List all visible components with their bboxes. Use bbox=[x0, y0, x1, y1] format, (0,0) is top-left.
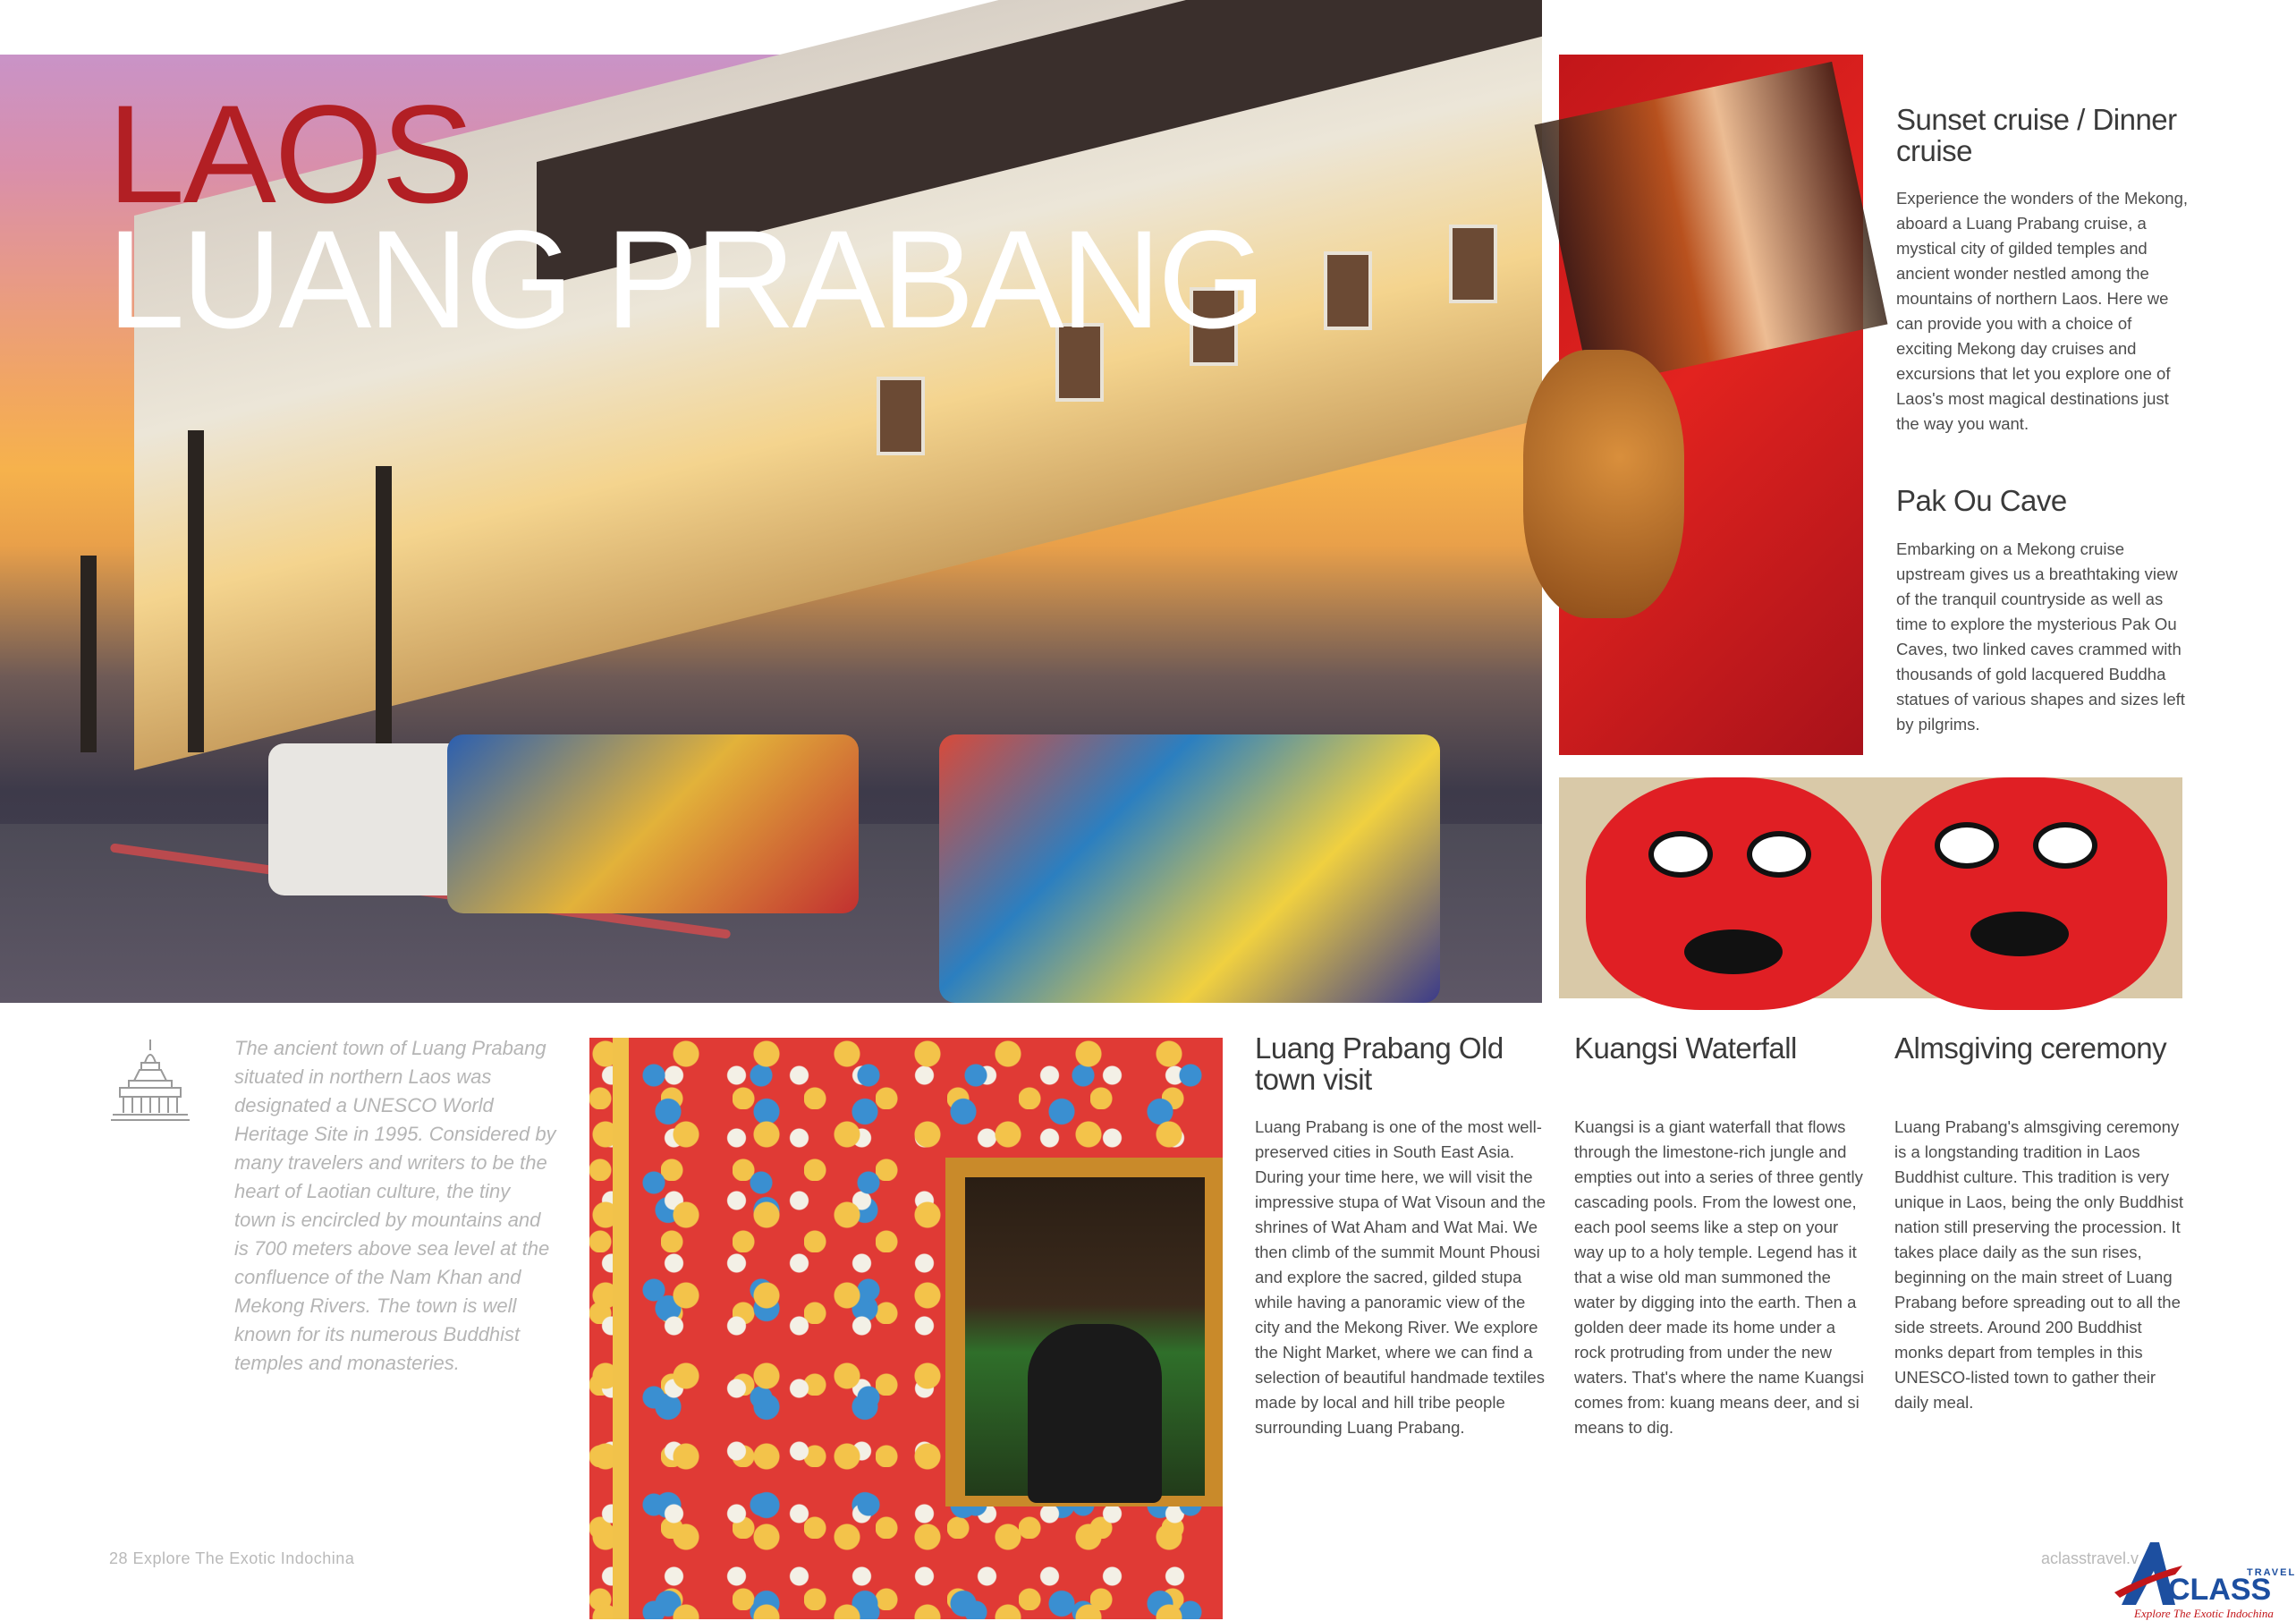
photo-detail bbox=[613, 1038, 629, 1619]
praying-person bbox=[1028, 1324, 1162, 1503]
hero-window bbox=[1449, 225, 1497, 303]
almsgiving-heading: Almsgiving ceremony bbox=[1894, 1031, 2167, 1065]
kuangsi-text: Kuangsi is a giant waterfall that flows through the limestone-rich jungle and empties out into a series of three gently cascading pools. From the lowest one, each pool seems like a step on your way up to a holy temple. Legend has it that a wise old man summoned the water by digging into the earth. Then a golden deer made its home under a rock protruding from under the new waters. That's where the name Kuangsi comes from: kuang means deer, and si means to dig. bbox=[1574, 1117, 1865, 1437]
masks-photo bbox=[1559, 777, 2182, 998]
old-town-text: Luang Prabang is one of the most well-preserved cities in South East Asia. During your time here, we will visit the impressive stupa of Wat Visoun and the shrines of Wat Aham and Wat Mai. We then climb of the summit Mount Phousi and explore the sacred, gilded stupa while having a panoramic view of the city and the Mekong River. We explore the Night Market, where we can find a selection of beautiful handmade textiles made by local and hill tribe people surrounding Luang Prabang. bbox=[1255, 1117, 1546, 1437]
aclass-travel-logo bbox=[2113, 1539, 2296, 1620]
red-mask bbox=[1881, 777, 2167, 1010]
logo-class-text: CLASS bbox=[2168, 1573, 2272, 1607]
palm-tree bbox=[188, 430, 204, 752]
hero-window bbox=[877, 377, 925, 455]
mask-mouth bbox=[1684, 929, 1783, 974]
intro-text: The ancient town of Luang Prabang situated in northern Laos was designated a UNESCO World Heritage Site in 1995. Considered by many travelers and writers to be the heart of Laotian culture, the tiny town is encircled by mountains and is 700 meters above sea level at the confluence of the Nam Khan and Mekong Rivers. The town is well known for its numerous Buddhist temples and monasteries. bbox=[234, 1037, 556, 1374]
palm-tree bbox=[376, 466, 392, 761]
mask-eye bbox=[1935, 822, 1999, 869]
title-luang-prabang: LUANG PRABANG bbox=[107, 202, 1263, 358]
pak-ou-cave-heading: Pak Ou Cave bbox=[1896, 484, 2067, 517]
temple-mosaic-photo bbox=[589, 1038, 1223, 1619]
monk-photo bbox=[1559, 55, 1863, 755]
tuk-tuk bbox=[447, 734, 859, 913]
logo-travel-text: TRAVEL bbox=[2247, 1567, 2296, 1578]
vehicle bbox=[268, 743, 465, 895]
mask-eye bbox=[1648, 831, 1713, 878]
title-laos: LAOS bbox=[107, 77, 473, 233]
sunset-cruise-heading: Sunset cruise / Dinner cruise bbox=[1896, 103, 2177, 167]
old-town-heading: Luang Prabang Old town visit bbox=[1255, 1031, 1504, 1096]
palm-tree bbox=[80, 556, 97, 752]
mask-eye bbox=[1747, 831, 1811, 878]
page-footer-label: 28 Explore The Exotic Indochina bbox=[109, 1549, 355, 1567]
tuk-tuk bbox=[939, 734, 1440, 1003]
almsgiving-text: Luang Prabang's almsgiving ceremony is a longstanding tradition in Laos Buddhist culture. This tradition is very unique in Laos, being the only Buddhist nation still preserving the procession. It takes place daily as the sun rises, beginning on the main street of Luang Prabang before spreading out to all the side streets. Around 200 Buddhist monks depart from temples in this UNESCO-listed town to gather their daily meal. bbox=[1894, 1117, 2183, 1412]
red-mask bbox=[1586, 777, 1872, 1010]
alms-bowl bbox=[1523, 350, 1684, 618]
logo-tagline: Explore The Exotic Indochina bbox=[2134, 1607, 2274, 1620]
hero-window bbox=[1324, 251, 1372, 330]
kuangsi-heading: Kuangsi Waterfall bbox=[1574, 1031, 1797, 1065]
photo-detail bbox=[1535, 62, 1888, 387]
mask-eye bbox=[2033, 822, 2097, 869]
website-link[interactable]: aclasstravel.v bbox=[2041, 1549, 2139, 1567]
pak-ou-cave-text: Embarking on a Mekong cruise upstream gives us a breathtaking view of the tranquil countryside as well as time to explore the mysterious Pak Ou Caves, two linked caves crammed with thousands of gold lacquered Buddha statues of various shapes and sizes left by pilgrims. bbox=[1896, 539, 2185, 734]
mask-mouth bbox=[1970, 912, 2069, 956]
sunset-cruise-text: Experience the wonders of the Mekong, aboard a Luang Prabang cruise, a mystical city of gilded temples and ancient wonder nestled among the mountains of northern Laos. Here we can provide you with a choice of exciting Mekong day cruises and excursions that let you explore one of Laos's most magical destinations just the way you want. bbox=[1896, 189, 2188, 433]
stupa-icon bbox=[109, 1038, 191, 1124]
